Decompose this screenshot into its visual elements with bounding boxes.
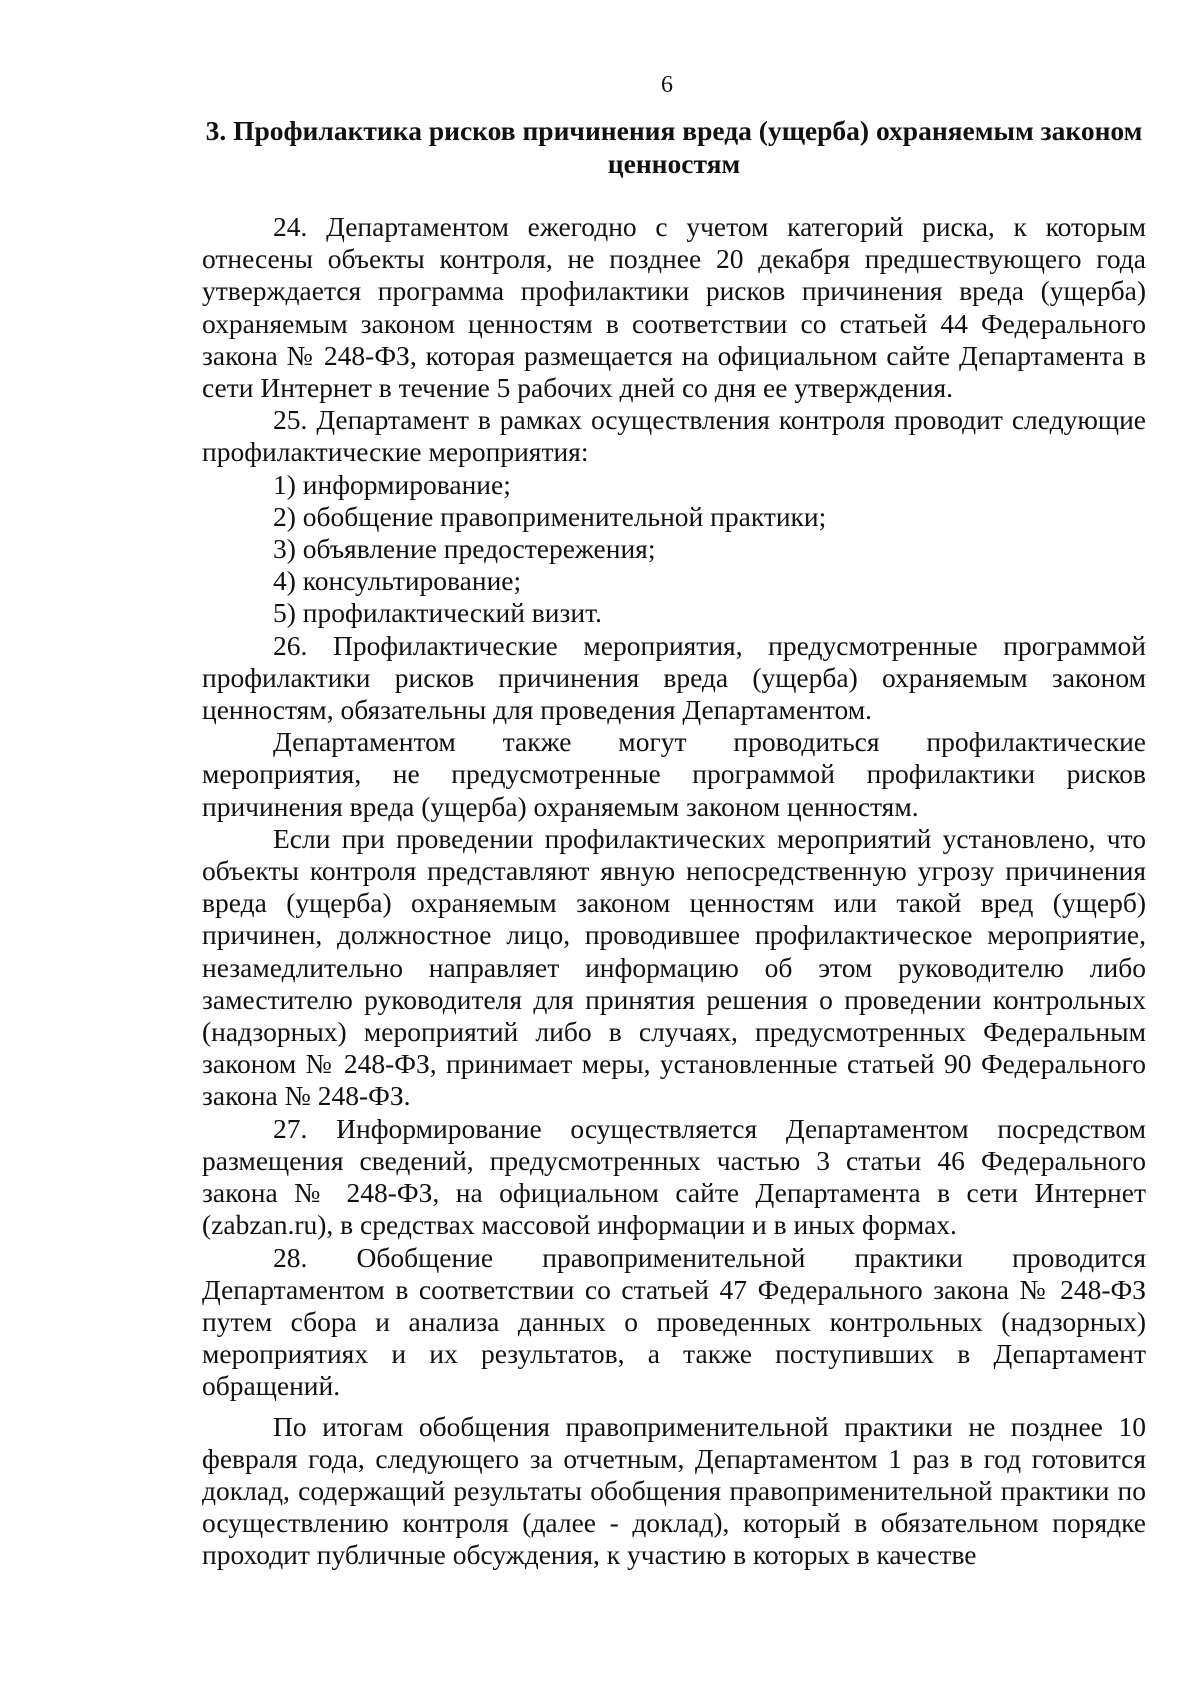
- paragraph-24: 24. Департаментом ежегодно с учетом категорий риска, к которым отнесены объекты контроля, не позднее 20 декабря предшествующего года утверждается программа профилактики рисков причинения вреда (ущерба) охраняемым законом ценностям в соответствии со статьей 44 Федерального закона № 248-ФЗ, которая размещается на официальном сайте Департамента в сети Интернет в течение 5 рабочих дней со дня ее утверждения.: [202, 211, 1146, 404]
- paragraph-28-report: По итогам обобщения правоприменительной практики не позднее 10 февраля года, следующего за отчетным, Департаментом 1 раз в год готовится доклад, содержащий результаты обобщения правоприменительной практики по осуществлению контроля (далее - доклад), который в обязательном порядке проходит публичные обсуждения, к участию в которых в качестве: [202, 1410, 1146, 1571]
- document-body: [202, 211, 1146, 1572]
- paragraph-27: 27. Информирование осуществляется Департаментом посредством размещения сведений, предусмотренных частью 3 статьи 46 Федерального закона № 248-ФЗ, на официальном сайте Департамента в сети Интернет (zabzan.ru), в средствах массовой информации и в иных формах.: [202, 1112, 1146, 1241]
- list-item: 1) информирование;: [273, 468, 511, 500]
- list-item: 4) консультирование;: [273, 565, 522, 597]
- list-item: 2) обобщение правоприменительной практики;: [273, 500, 827, 532]
- paragraph-26-threat: Если при проведении профилактических мероприятий установлено, что объекты контроля представляют явную непосредственную угрозу причинения вреда (ущерба) охраняемым законом ценностям или такой вред (ущерб) причинен, должностное лицо, проводившее профилактическое мероприятие, незамедлительно направляет информацию об этом руководителю либо заместителю руководителя для принятия решения о проведении контрольных (надзорных) мероприятий либо в случаях, предусмотренных Федеральным законом № 248-ФЗ, принимает меры, установленные статьей 90 Федерального закона № 248-ФЗ.: [202, 822, 1146, 1112]
- paragraph-28: 28. Обобщение правоприменительной практики проводится Департаментом в соответствии со статьей 47 Федерального закона № 248-ФЗ путем сбора и анализа данных о проведенных контрольных (надзорных) мероприятиях и их результатов, а также поступивших в Департамент обращений.: [202, 1241, 1146, 1402]
- paragraph-25: 25. Департамент в рамках осуществления контроля проводит следующие профилактические мероприятия:: [202, 404, 1146, 468]
- list-item: 5) профилактический визит.: [273, 597, 602, 629]
- section-heading: 3. Профилактика рисков причинения вреда (ущерба) охраняемым законом ценностям: [205, 115, 1143, 179]
- paragraph-26: 26. Профилактические мероприятия, предусмотренные программой профилактики рисков причинения вреда (ущерба) охраняемым законом ценностям, обязательны для проведения Департаментом.: [202, 629, 1146, 726]
- list-item: 3) объявление предостережения;: [273, 533, 656, 565]
- paragraph-26-additional: Департаментом также могут проводиться профилактические мероприятия, не предусмотренные программой профилактики рисков причинения вреда (ущерба) охраняемым законом ценностям.: [202, 726, 1146, 822]
- page-number: 6: [661, 72, 673, 98]
